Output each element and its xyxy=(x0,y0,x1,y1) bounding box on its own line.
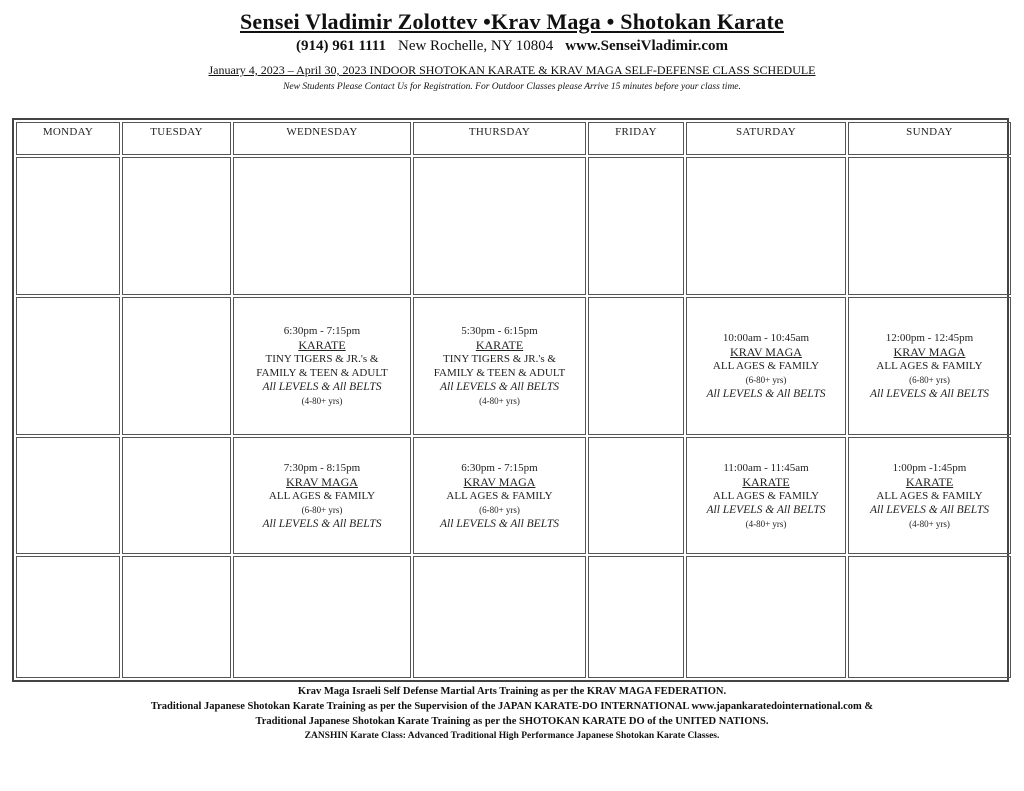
class-group: TINY TIGERS & JR.'s & xyxy=(443,353,556,366)
class-name: KRAV MAGA xyxy=(730,345,802,360)
class-cell-thursday-krav-maga xyxy=(413,437,586,555)
day-header-saturday: SATURDAY xyxy=(686,122,846,155)
empty-cell xyxy=(122,556,231,678)
class-levels: All LEVELS & All BELTS xyxy=(706,388,826,401)
empty-cell xyxy=(16,556,120,678)
class-levels: All LEVELS & All BELTS xyxy=(439,381,560,394)
class-time: 12:00pm - 12:45pm xyxy=(885,332,974,345)
empty-cell xyxy=(233,157,411,295)
website-link[interactable]: www.SenseiVladimir.com xyxy=(565,38,729,54)
day-header-monday: MONDAY xyxy=(16,122,120,155)
class-ages: (6-80+ yrs) xyxy=(479,504,520,515)
footer-line-un: Traditional Japanese Shotokan Karate Training as per the SHOTOKAN KARATE DO of the UNITED NATIONS. xyxy=(255,716,769,727)
footer-line-krav-maga: Krav Maga Israeli Self Defense Martial Arts Training as per the KRAV MAGA FEDERATION. xyxy=(297,686,727,697)
empty-cell xyxy=(848,556,1011,678)
footer-line-jki: Traditional Japanese Shotokan Karate Training as per the Supervision of the JAPAN KARATE-DO INTERNATIONAL www.japankaratedointernational.com & xyxy=(150,701,874,712)
footer-line-zanshin: ZANSHIN Karate Class: Advanced Traditional High Performance Japanese Shotokan Karate Classes. xyxy=(304,731,720,741)
empty-cell xyxy=(16,157,120,295)
class-cell-sunday-karate xyxy=(848,437,1011,555)
schedule-heading: January 4, 2023 – April 30, 2023 INDOOR SHOTOKAN KARATE & KRAV MAGA SELF-DEFENSE CLASS SCHEDULE xyxy=(208,63,816,77)
empty-cell xyxy=(413,556,586,678)
empty-cell xyxy=(122,437,231,555)
empty-cell xyxy=(16,437,120,555)
class-levels: All LEVELS & All BELTS xyxy=(706,503,826,516)
class-levels: All LEVELS & All BELTS xyxy=(869,503,990,516)
empty-cell xyxy=(233,556,411,678)
class-cell-thursday-karate xyxy=(413,297,586,435)
class-group: ALL AGES & FAMILY xyxy=(446,489,553,502)
class-time: 7:30pm - 8:15pm xyxy=(283,461,361,474)
empty-cell xyxy=(588,157,684,295)
class-levels: All LEVELS & All BELTS xyxy=(262,381,382,394)
table-row xyxy=(16,556,1011,678)
class-name: KARATE xyxy=(298,338,346,353)
class-cell-saturday-karate xyxy=(686,437,846,555)
page-footer xyxy=(0,684,1024,744)
day-header-row xyxy=(16,122,1011,155)
class-name: KARATE xyxy=(742,474,790,489)
class-group: ALL AGES & FAMILY xyxy=(876,489,983,502)
class-cell-wednesday-karate xyxy=(233,297,411,435)
class-group: FAMILY & TEEN & ADULT xyxy=(256,367,388,380)
class-group: ALL AGES & FAMILY xyxy=(712,360,820,373)
empty-cell xyxy=(588,556,684,678)
class-name: KARATE xyxy=(475,338,524,353)
empty-cell xyxy=(848,157,1011,295)
class-time: 10:00am - 10:45am xyxy=(722,332,810,345)
day-header-tuesday: TUESDAY xyxy=(122,122,231,155)
day-header-sunday: SUNDAY xyxy=(848,122,1011,155)
class-name: KRAV MAGA xyxy=(893,345,966,360)
class-ages: (4-80+ yrs) xyxy=(909,518,950,529)
class-ages: (6-80+ yrs) xyxy=(909,375,950,386)
class-ages: (4-80+ yrs) xyxy=(301,396,343,407)
class-levels: All LEVELS & All BELTS xyxy=(869,388,990,401)
empty-cell xyxy=(413,157,586,295)
class-time: 1:00pm -1:45pm xyxy=(892,461,967,474)
empty-cell xyxy=(122,297,231,435)
class-group: ALL AGES & FAMILY xyxy=(876,360,983,373)
class-ages: (4-80+ yrs) xyxy=(745,518,787,529)
page-header xyxy=(0,8,1024,94)
class-group: TINY TIGERS & JR.'s & xyxy=(265,353,379,366)
page-title: Sensei Vladimir Zolottev •Krav Maga • Shotokan Karate xyxy=(239,9,784,34)
table-row xyxy=(16,297,1011,435)
schedule-table xyxy=(12,118,1009,682)
day-header-thursday: THURSDAY xyxy=(413,122,586,155)
class-name: KRAV MAGA xyxy=(286,474,358,489)
class-cell-saturday-krav-maga xyxy=(686,297,846,435)
class-group: FAMILY & TEEN & ADULT xyxy=(433,367,566,380)
class-time: 6:30pm - 7:15pm xyxy=(461,461,538,474)
phone-number: (914) 961 1111 xyxy=(295,38,386,54)
class-cell-sunday-krav-maga xyxy=(848,297,1011,435)
class-ages: (4-80+ yrs) xyxy=(479,396,520,407)
class-group: ALL AGES & FAMILY xyxy=(268,489,376,502)
table-row xyxy=(16,157,1011,295)
class-name: KARATE xyxy=(905,474,954,489)
class-time: 6:30pm - 7:15pm xyxy=(283,325,361,338)
empty-cell xyxy=(588,297,684,435)
class-time: 5:30pm - 6:15pm xyxy=(461,325,538,338)
table-row xyxy=(16,437,1011,555)
contact-line xyxy=(0,36,1024,56)
empty-cell xyxy=(122,157,231,295)
class-levels: All LEVELS & All BELTS xyxy=(262,517,382,530)
empty-cell xyxy=(686,556,846,678)
class-group: ALL AGES & FAMILY xyxy=(712,489,820,502)
empty-cell xyxy=(686,157,846,295)
day-header-friday: FRIDAY xyxy=(588,122,684,155)
class-name: KRAV MAGA xyxy=(463,474,536,489)
location: New Rochelle, NY 10804 xyxy=(397,38,554,54)
class-ages: (6-80+ yrs) xyxy=(301,504,343,515)
class-cell-wednesday-krav-maga xyxy=(233,437,411,555)
registration-note: New Students Please Contact Us for Registration. For Outdoor Classes please Arrive 15 minutes before your class time. xyxy=(283,82,741,92)
empty-cell xyxy=(588,437,684,555)
day-header-wednesday: WEDNESDAY xyxy=(233,122,411,155)
empty-cell xyxy=(16,297,120,435)
class-time: 11:00am - 11:45am xyxy=(723,461,809,474)
class-levels: All LEVELS & All BELTS xyxy=(439,517,560,530)
class-ages: (6-80+ yrs) xyxy=(745,375,787,386)
